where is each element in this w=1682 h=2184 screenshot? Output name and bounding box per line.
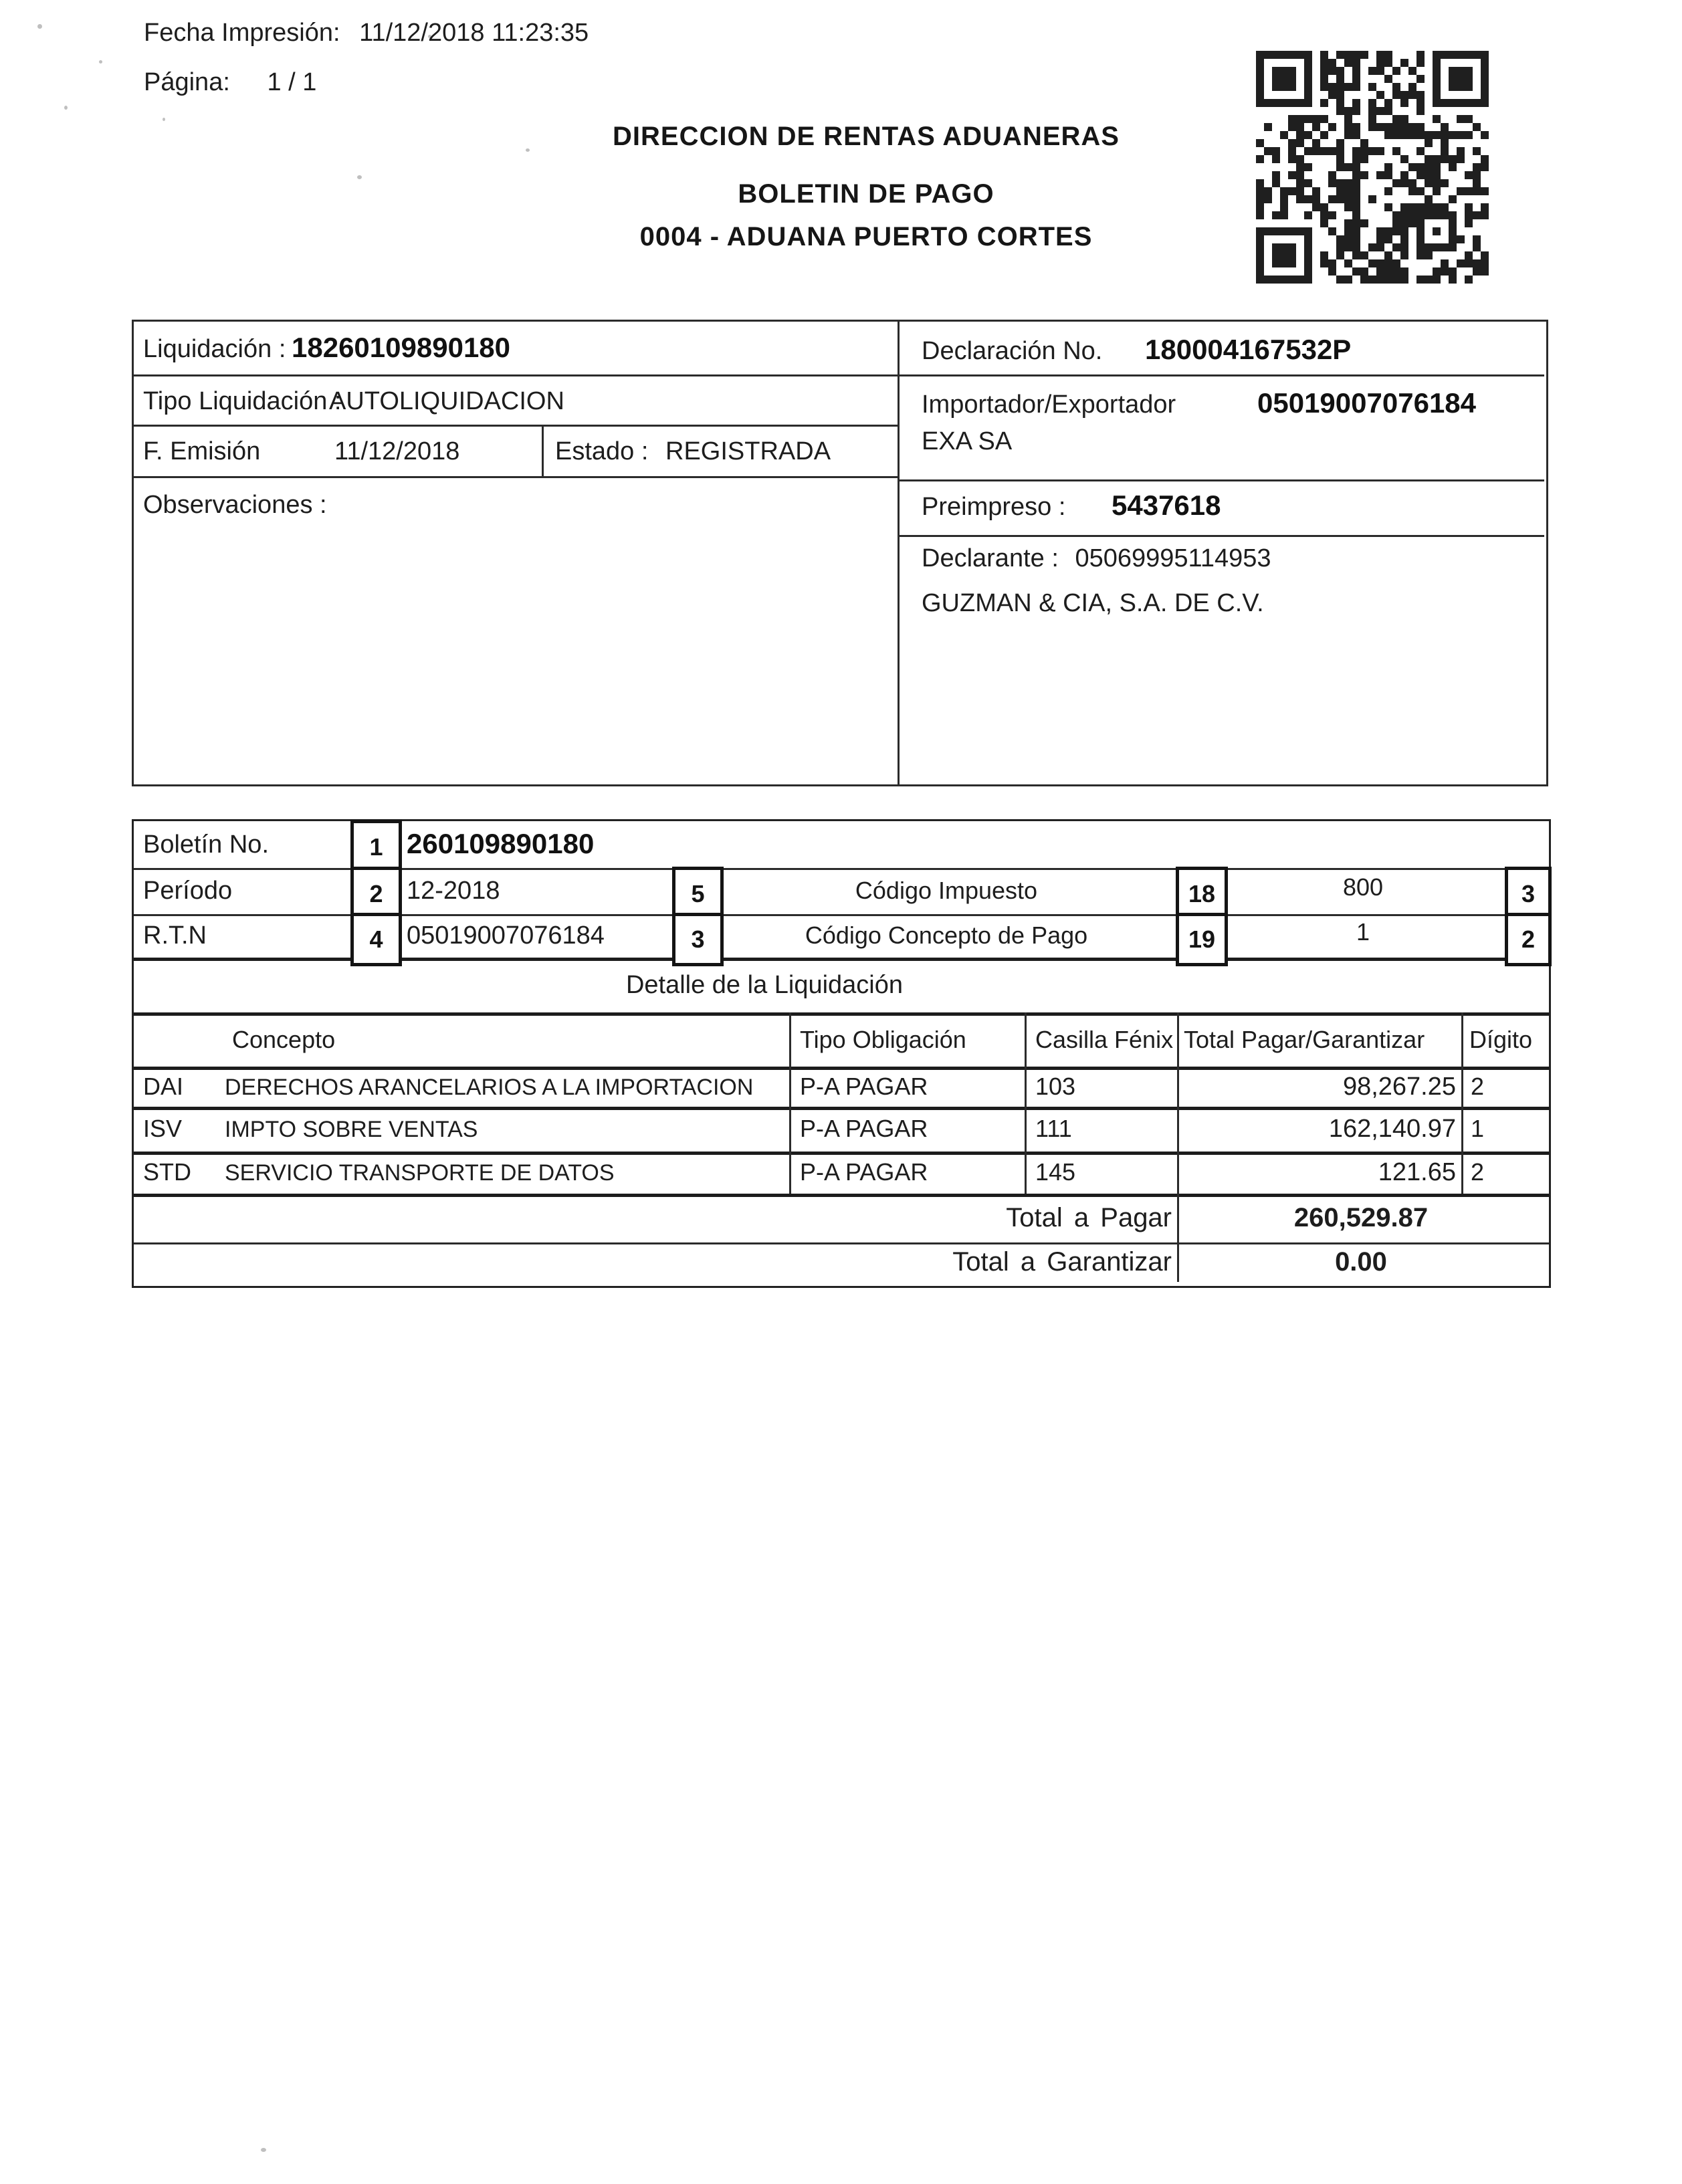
print-date-line [144, 16, 589, 49]
codigo-concepto-numbox-left [672, 913, 724, 966]
concept-description: IMPTO SOBRE VENTAS [225, 1117, 478, 1142]
rtn-label: R.T.N [143, 921, 207, 950]
codigo-concepto-num-right: 19 [1188, 925, 1216, 953]
total-a-garantizar-value: 0.00 [1335, 1247, 1387, 1277]
codigo-impuesto-label: Código Impuesto [855, 877, 1038, 904]
importador-label: Importador/Exportador [922, 391, 1176, 419]
print-date-value: 11/12/2018 11:23:35 [359, 19, 589, 47]
preimpreso-label: Preimpreso : [922, 493, 1066, 521]
page-number-line [144, 66, 316, 99]
liquidacion-label: Liquidación : [143, 335, 286, 363]
codigo-impuesto-value: 800 [1342, 873, 1384, 901]
codigo-concepto-num-left: 3 [691, 925, 705, 953]
codigo-impuesto-num-right: 18 [1188, 880, 1216, 907]
concept-code: ISV [143, 1115, 183, 1142]
preimpreso-value: 5437618 [1112, 489, 1221, 521]
importador-name: EXA SA [922, 427, 1013, 455]
digit-value: 1 [1471, 1115, 1485, 1142]
casilla-fenix-value: 111 [1035, 1115, 1072, 1142]
total-a-pagar-label: Total a Pagar [1006, 1203, 1172, 1232]
codigo-concepto-digit: 2 [1521, 925, 1536, 953]
boletin-no-num: 1 [369, 833, 383, 861]
codigo-concepto-value: 1 [1356, 918, 1370, 946]
boletin-detail-table [132, 819, 1551, 1288]
declarante-label: Declarante : [922, 544, 1059, 572]
obligation-type: P-A PAGAR [800, 1073, 928, 1100]
rtn-value: 05019007076184 [407, 921, 605, 950]
boletin-no-label: Boletín No. [143, 831, 269, 859]
header-concepto: Concepto [232, 1026, 336, 1053]
periodo-label: Período [143, 877, 233, 905]
digit-value: 2 [1471, 1073, 1485, 1100]
boletin-no-value: 260109890180 [407, 828, 595, 859]
scan-speck [37, 24, 42, 29]
tipo-liquidacion-value: AUTOLIQUIDACION [329, 387, 564, 415]
page-number-label: Página: [144, 68, 230, 96]
document-title: DIRECCION DE RENTAS ADUANERAS [613, 122, 1120, 151]
total-value: 162,140.97 [1328, 1115, 1456, 1143]
header-digito: Dígito [1469, 1026, 1533, 1053]
estado-label: Estado : [555, 437, 649, 465]
importador-value: 05019007076184 [1257, 387, 1477, 419]
customs-office-title: 0004 - ADUANA PUERTO CORTES [639, 222, 1093, 251]
qr-code [1256, 51, 1489, 284]
estado-value: REGISTRADA [665, 437, 831, 465]
print-date-label: Fecha Impresión: [144, 19, 340, 47]
casilla-fenix-value: 103 [1035, 1073, 1076, 1100]
concept-description: SERVICIO TRANSPORTE DE DATOS [225, 1160, 615, 1186]
detail-section-title: Detalle de la Liquidación [625, 971, 904, 999]
concept-code: DAI [143, 1073, 184, 1100]
codigo-concepto-label: Código Concepto de Pago [805, 921, 1088, 949]
scan-speck [64, 106, 68, 110]
declaracion-value: 180004167532P [1145, 334, 1352, 365]
declaracion-label: Declaración No. [922, 337, 1103, 365]
concept-code: STD [143, 1158, 191, 1186]
total-a-garantizar-label: Total a Garantizar [952, 1247, 1172, 1277]
concept-description: DERECHOS ARANCELARIOS A LA IMPORTACION [225, 1075, 754, 1100]
header-total-pagar-garantizar: Total Pagar/Garantizar [1184, 1026, 1425, 1053]
rtn-numbox [350, 913, 402, 966]
scan-speck [99, 60, 102, 64]
codigo-concepto-digit-box [1505, 913, 1552, 966]
digit-value: 2 [1471, 1158, 1485, 1186]
tipo-liquidacion-label: Tipo Liquidación : [143, 387, 342, 415]
casilla-fenix-value: 145 [1035, 1158, 1076, 1186]
header-casilla-fenix: Casilla Fénix [1035, 1026, 1174, 1053]
observaciones-label: Observaciones : [143, 491, 327, 519]
declarante-name: GUZMAN & CIA, S.A. DE C.V. [922, 589, 1264, 617]
fecha-emision-label: F. Emisión [143, 437, 261, 465]
obligation-type: P-A PAGAR [800, 1115, 928, 1142]
declarante-value: 05069995114953 [1075, 544, 1271, 572]
fecha-emision-value: 11/12/2018 [334, 437, 460, 465]
declarante-line [922, 542, 1271, 575]
periodo-value: 12-2018 [407, 877, 500, 905]
liquidacion-value: 18260109890180 [292, 332, 511, 363]
codigo-impuesto-num-left: 5 [691, 880, 705, 907]
total-value: 121.65 [1378, 1158, 1456, 1186]
scan-speck [261, 2148, 266, 2152]
periodo-num: 2 [369, 880, 383, 907]
total-a-pagar-value: 260,529.87 [1293, 1203, 1429, 1232]
document-subtitle: BOLETIN DE PAGO [738, 179, 994, 209]
liquidation-info-table [132, 320, 1548, 786]
page-number-value: 1 / 1 [267, 68, 317, 96]
total-value: 98,267.25 [1342, 1073, 1456, 1101]
codigo-concepto-numbox-right [1176, 913, 1228, 966]
liquidacion-row [143, 332, 286, 366]
codigo-impuesto-digit: 3 [1521, 880, 1536, 907]
scan-speck [163, 118, 165, 121]
obligation-type: P-A PAGAR [800, 1158, 928, 1186]
header-tipo-obligacion: Tipo Obligación [800, 1026, 966, 1053]
rtn-num: 4 [369, 925, 383, 953]
